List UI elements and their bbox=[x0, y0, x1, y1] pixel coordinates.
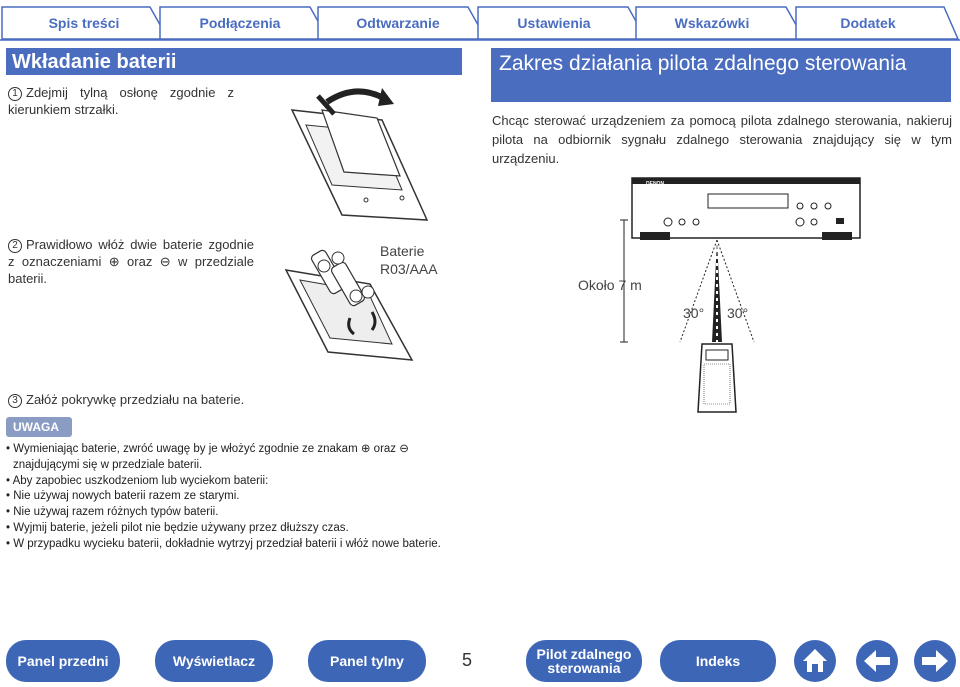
arrow-left-icon bbox=[856, 640, 898, 682]
battery-label-line-1: Baterie bbox=[380, 243, 425, 259]
nav-display-button[interactable]: Wyświetlacz bbox=[155, 640, 273, 682]
section-heading-batteries: Wkładanie baterii bbox=[6, 48, 462, 75]
note-item: • W przypadku wycieku baterii, dokładnie wytrzyj przedział baterii i włóż nowe baterie. bbox=[6, 537, 466, 553]
step-3 bbox=[8, 391, 308, 408]
step-2 bbox=[8, 236, 254, 287]
note-item: • Wyjmij baterie, jeżeli pilot nie będzie używany przez dłuższy czas. bbox=[6, 521, 466, 537]
step-number-3: 3 bbox=[8, 394, 22, 408]
remote-range-description: Chcąc sterować urządzeniem za pomocą pilota zdalnego sterowania, nakieruj pilota na odbiornik sygnału zdalnego sterowania znajdujący się w tym urządzeniu. bbox=[492, 113, 952, 166]
note-item: • Nie używaj razem różnych typów baterii. bbox=[6, 505, 466, 521]
battery-label-line-2: R03/AAA bbox=[380, 261, 438, 277]
step-1 bbox=[8, 84, 234, 118]
step-number-1: 1 bbox=[8, 87, 22, 101]
step-2-text: Prawidłowo włóż dwie baterie zgodnie z oznaczeniami ⊕ oraz ⊖ w przedziale baterii. bbox=[8, 237, 254, 286]
home-button[interactable] bbox=[794, 640, 836, 682]
top-tab-bar bbox=[0, 3, 960, 41]
nav-index-button[interactable]: Indeks bbox=[660, 640, 776, 682]
nav-remote-label-line-1: Pilot zdalnego bbox=[536, 646, 632, 662]
tab-playback[interactable]: Odtwarzanie bbox=[356, 15, 440, 31]
battery-type-label bbox=[380, 242, 438, 278]
section-heading-remote-range: Zakres działania pilota zdalnego sterowania bbox=[491, 48, 951, 102]
arrow-right-icon bbox=[914, 640, 956, 682]
angle-left-label: 30° bbox=[683, 305, 705, 321]
step-number-2: 2 bbox=[8, 239, 22, 253]
distance-label: Około 7 m bbox=[578, 277, 642, 293]
tab-settings[interactable]: Ustawienia bbox=[517, 15, 591, 31]
step-1-text: Zdejmij tylną osłonę zgodnie z kierunkiem strzałki. bbox=[8, 85, 234, 117]
note-item: • Nie używaj nowych baterii razem ze starymi. bbox=[6, 489, 466, 505]
step-3-text: Załóż pokrywkę przedziału na baterie. bbox=[26, 392, 245, 407]
note-item: • Wymieniając baterie, zwróć uwagę by je włożyć zgodnie ze znakam ⊕ oraz ⊖ znajdującymi się w przedziale baterii. bbox=[6, 442, 466, 474]
home-icon bbox=[794, 640, 836, 682]
page-number: 5 bbox=[462, 650, 473, 670]
nav-front-panel-button[interactable]: Panel przedni bbox=[6, 640, 120, 682]
note-item: • Aby zapobiec uszkodzeniom lub wyciekom baterii: bbox=[6, 474, 466, 490]
angle-right-label: 30° bbox=[727, 305, 749, 321]
tab-connections[interactable]: Podłączenia bbox=[199, 15, 281, 31]
forward-button[interactable] bbox=[914, 640, 956, 682]
note-list bbox=[6, 442, 466, 553]
nav-remote-button[interactable] bbox=[526, 640, 642, 682]
tab-contents[interactable]: Spis treści bbox=[48, 15, 120, 31]
remote-range-diagram bbox=[600, 172, 940, 422]
remote-cover-removal-illustration bbox=[282, 80, 432, 230]
note-badge: UWAGA bbox=[6, 417, 72, 437]
tab-appendix[interactable]: Dodatek bbox=[840, 15, 896, 31]
back-button[interactable] bbox=[856, 640, 898, 682]
nav-remote-label-line-2: sterowania bbox=[547, 660, 621, 676]
nav-rear-panel-button[interactable]: Panel tylny bbox=[308, 640, 426, 682]
tab-tips[interactable]: Wskazówki bbox=[674, 15, 750, 31]
device-brand: DENON bbox=[646, 181, 665, 187]
